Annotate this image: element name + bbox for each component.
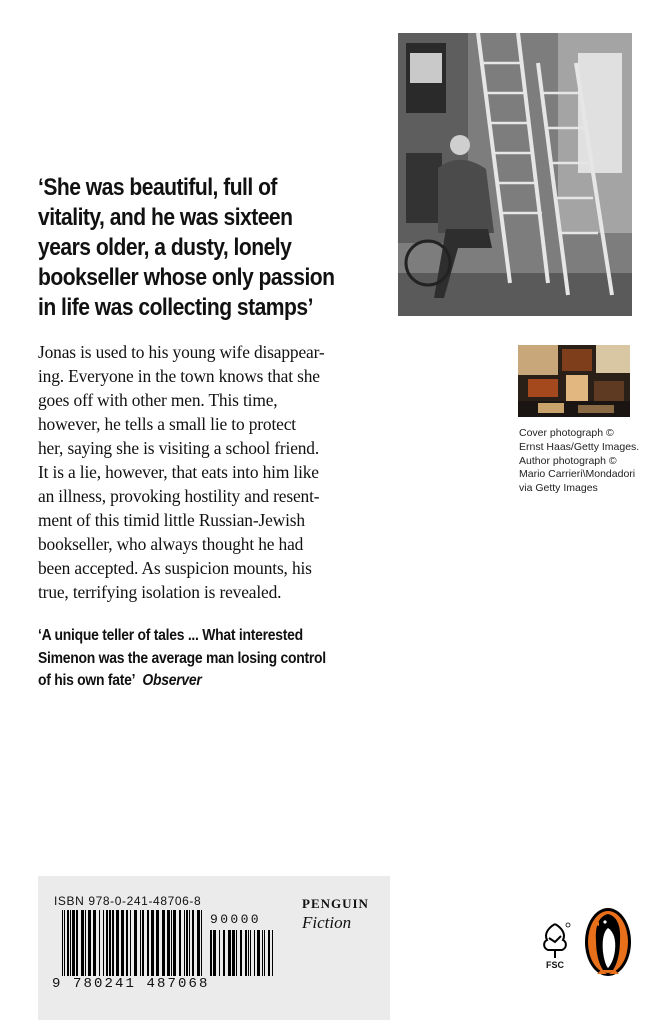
barcode-bar xyxy=(99,910,100,976)
blurb-line: however, he tells a small lie to protect xyxy=(38,414,296,434)
barcode-bar xyxy=(126,910,128,976)
barcode-bar xyxy=(130,910,131,976)
barcode-bar xyxy=(116,910,119,976)
review-line: ‘A unique teller of tales ... What interested xyxy=(38,627,303,644)
pull-quote-line: vitality, and he was sixteen xyxy=(38,204,293,231)
barcode-bar xyxy=(245,930,247,976)
barcode-bar xyxy=(186,910,188,976)
barcode-bar xyxy=(121,910,124,976)
review-source: Observer xyxy=(142,672,202,689)
barcode-bar xyxy=(232,930,235,976)
pull-quote-line: bookseller whose only passion xyxy=(38,264,335,291)
barcode-addon-digits: 90000 xyxy=(210,912,262,927)
blurb-line: true, terrifying isolation is revealed. xyxy=(38,582,282,602)
barcode-bar xyxy=(201,910,202,976)
review-quote xyxy=(38,625,398,693)
barcode-bar xyxy=(264,930,265,976)
review-line: Simenon was the average man losing control xyxy=(38,649,326,667)
barcode-bar xyxy=(67,910,69,976)
barcode-bar xyxy=(109,910,111,976)
isbn-number: ISBN 978-0-241-48706-8 xyxy=(54,894,202,908)
barcode-bar xyxy=(151,910,154,976)
imprint xyxy=(302,896,369,933)
barcode-bar xyxy=(64,910,65,976)
barcode-bar xyxy=(103,910,104,976)
barcode-bar xyxy=(134,910,137,976)
barcode-bar xyxy=(189,910,190,976)
barcode-bar xyxy=(85,910,86,976)
blurb-line: It is a lie, however, that eats into him like xyxy=(38,462,319,482)
barcode-bar xyxy=(213,930,216,976)
pull-quote-line: ‘She was beautiful, full of xyxy=(38,174,277,201)
barcode-bar xyxy=(236,930,237,976)
blurb-line: ment of this timid little Russian-Jewish xyxy=(38,510,305,530)
credit-line: Ernst Haas/Getty Images. xyxy=(519,440,640,453)
barcode-bar xyxy=(171,910,172,976)
barcode-digits: 9 780241 487068 xyxy=(52,976,210,992)
publisher-name: PENGUIN xyxy=(302,896,369,911)
barcode-bar xyxy=(147,910,149,976)
barcode-bar xyxy=(262,930,263,976)
barcode-bar xyxy=(268,930,270,976)
barcode-bar xyxy=(240,930,242,976)
credit-line: Mario Carrieri\Mondadori xyxy=(519,468,636,481)
barcode-bar xyxy=(162,910,165,976)
pull-quote xyxy=(38,173,391,323)
penguin-logo-icon xyxy=(583,906,633,978)
barcode-bar xyxy=(184,910,185,976)
barcode-bar xyxy=(88,910,91,976)
blurb-paragraph xyxy=(38,340,390,604)
barcode-bar xyxy=(248,930,249,976)
barcode-bar xyxy=(106,910,108,976)
blurb-line: Jonas is used to his young wife disappear- xyxy=(38,342,325,362)
blurb-line: goes off with other men. This time, xyxy=(38,390,278,410)
barcode-bar xyxy=(76,910,78,976)
barcode-bar xyxy=(62,910,63,976)
barcode-bar xyxy=(179,910,181,976)
barcode-bar xyxy=(156,910,159,976)
author-photograph xyxy=(398,33,632,316)
blurb-line: an illness, provoking hostility and resent- xyxy=(38,486,320,506)
barcode-bar xyxy=(272,930,273,976)
barcode-bar xyxy=(223,930,225,976)
pull-quote-line: years older, a dusty, lonely xyxy=(38,234,292,261)
barcode-bar xyxy=(254,930,255,976)
barcode-bar xyxy=(228,930,231,976)
pull-quote-line: in life was collecting stamps’ xyxy=(38,294,313,321)
blurb-line: ing. Everyone in the town knows that she xyxy=(38,366,320,386)
blurb-line: bookseller, who always thought he had xyxy=(38,534,304,554)
barcode-panel xyxy=(38,876,390,1020)
photo-credits xyxy=(519,427,665,496)
credit-line: via Getty Images xyxy=(519,482,598,495)
barcode-bar xyxy=(192,910,194,976)
barcode-bar xyxy=(219,930,220,976)
barcode-bar xyxy=(257,930,260,976)
credit-line: Cover photograph © xyxy=(519,427,614,439)
barcode-bar xyxy=(93,910,96,976)
fsc-tree-icon xyxy=(538,920,572,960)
blurb-line: her, saying she is visiting a school friend. xyxy=(38,438,320,458)
barcode-bar xyxy=(70,910,71,976)
review-line: of his own fate’ xyxy=(38,672,136,689)
fsc-label: FSC xyxy=(546,960,564,970)
cover-photograph-thumbnail xyxy=(518,345,630,417)
barcode-bar xyxy=(140,910,141,976)
barcode-bar xyxy=(250,930,251,976)
barcode-bar xyxy=(81,910,84,976)
barcode-bar xyxy=(112,910,114,976)
imprint-series: Fiction xyxy=(302,913,352,932)
barcode-bar xyxy=(197,910,200,976)
barcode-bar xyxy=(210,930,212,976)
credit-line: Author photograph © xyxy=(519,454,617,467)
barcode-bar xyxy=(167,910,170,976)
barcode-bar xyxy=(142,910,144,976)
blurb-line: been accepted. As suspicion mounts, his xyxy=(38,558,312,578)
barcode-bar xyxy=(72,910,75,976)
barcode-bar xyxy=(173,910,176,976)
